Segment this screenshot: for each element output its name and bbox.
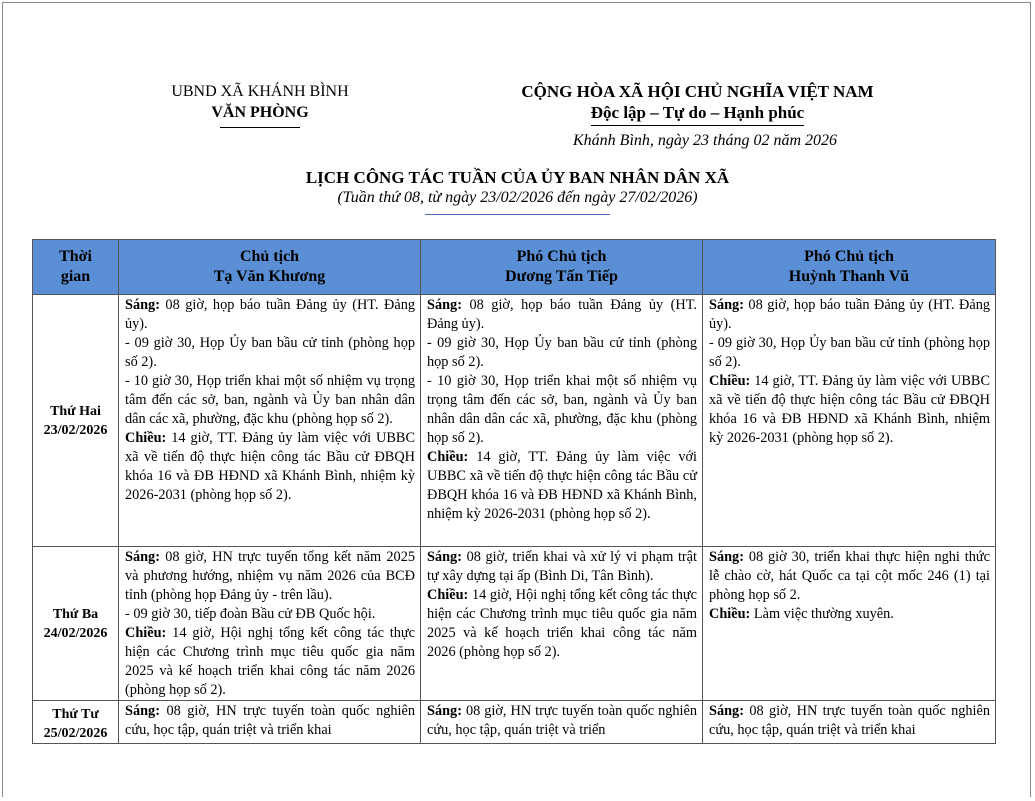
nation-motto: Độc lập – Tự do – Hạnh phúc (591, 102, 804, 126)
header-row (33, 240, 996, 295)
org-underline (220, 127, 300, 128)
day-cell: Thứ Hai 23/02/2026 (33, 295, 119, 547)
nation-name: CỘNG HÒA XÃ HỘI CHỦ NGHĨA VIỆT NAM (521, 82, 874, 101)
schedule-cell: Sáng: 08 giờ, họp báo tuần Đảng ủy (HT. Đảng ủy). - 09 giờ 30, Họp Ủy ban bầu cử tỉnh (phòng họp số 2). - 10 giờ 30, Họp triển khai một số nhiệm vụ trọng tâm đến các sở, ban, ngành và Ủy ban nhân dân dân các xã, phường, đặc khu (phòng họp số 2). Chiều: 14 giờ, TT. Đảng ủy làm việc với UBBC xã về tiến độ thực hiện công tác Bầu cử ĐBQH khóa 16 và ĐB HĐND xã Khánh Bình, nhiệm kỳ 2026-2031 (phòng họp số 2). (119, 295, 421, 547)
document-title: LỊCH CÔNG TÁC TUẦN CỦA ỦY BAN NHÂN DÂN XÃ (305, 168, 730, 187)
schedule-cell: Sáng: 08 giờ, HN trực tuyến toàn quốc nghiên cứu, học tập, quán triệt và triển khai (119, 701, 421, 744)
schedule-cell: Sáng: 08 giờ, triển khai và xử lý vi phạm trật tự xây dựng tại ấp (Bình Di, Tân Bình). Chiều: 14 giờ, Hội nghị tổng kết công tác thực hiện các Chương trình mục tiêu quốc gia năm 2025 và kế hoạch triển khai công tác năm 2026 (phòng họp số 2). (421, 547, 703, 701)
header-vice-chairman-1: Phó Chủ tịch Dương Tấn Tiếp (421, 240, 703, 295)
schedule-cell: Sáng: 08 giờ, HN trực tuyến tổng kết năm 2025 và phương hướng, nhiệm vụ năm 2026 của BCĐ tỉnh (phòng họp Đảng ủy - trên lầu). - 09 giờ 30, tiếp đoàn Bầu cử ĐB Quốc hội. Chiều: 14 giờ, Hội nghị tổng kết công tác thực hiện các Chương trình mục tiêu quốc gia năm 2025 và kế hoạch triển khai công tác năm 2026 (phòng họp số 2). (119, 547, 421, 701)
table-row (33, 295, 996, 547)
table-row (33, 547, 996, 701)
table-row (33, 701, 996, 744)
document-subtitle: (Tuần thứ 08, từ ngày 23/02/2026 đến ngày 27/02/2026) (337, 189, 698, 206)
document-date: Khánh Bình, ngày 23 tháng 02 năm 2026 (573, 132, 837, 149)
day-cell: Thứ Ba 24/02/2026 (33, 547, 119, 701)
schedule-table (32, 239, 996, 744)
header-vice-chairman-2: Phó Chủ tịch Huỳnh Thanh Vũ (703, 240, 996, 295)
schedule-cell: Sáng: 08 giờ, HN trực tuyến toàn quốc nghiên cứu, học tập, quán triệt và triển khai (703, 701, 996, 744)
subtitle-underline (425, 214, 610, 215)
schedule-cell: Sáng: 08 giờ, HN trực tuyến toàn quốc nghiên cứu, học tập, quán triệt và triển (421, 701, 703, 744)
day-cell: Thứ Tư 25/02/2026 (33, 701, 119, 744)
schedule-cell: Sáng: 08 giờ 30, triển khai thực hiện nghi thức lễ chào cờ, hát Quốc ca tại cột mốc 246 (1) tại phòng họp số 2. Chiều: Làm việc thường xuyên. (703, 547, 996, 701)
header-time: Thời gian (33, 240, 119, 295)
org-office: VĂN PHÒNG (211, 104, 309, 121)
org-header (110, 81, 410, 128)
schedule-cell: Sáng: 08 giờ, họp báo tuần Đảng ủy (HT. Đảng ủy). - 09 giờ 30, Họp Ủy ban bầu cử tỉnh (phòng họp số 2). - 10 giờ 30, Họp triển khai một số nhiệm vụ trọng tâm đến các sở, ban, ngành và Ủy ban nhân dân dân các xã, phường, đặc khu (phòng họp số 2). Chiều: 14 giờ, TT. Đảng ủy làm việc với UBBC xã về tiến độ thực hiện công tác Bầu cử ĐBQH khóa 16 và ĐB HĐND xã Khánh Bình, nhiệm kỳ 2026-2031 (phòng họp số 2). (421, 295, 703, 547)
header-chairman: Chủ tịch Tạ Văn Khương (119, 240, 421, 295)
national-header (470, 81, 925, 126)
schedule-cell: Sáng: 08 giờ, họp báo tuần Đảng ủy (HT. Đảng ủy). - 09 giờ 30, Họp Ủy ban bầu cử tỉnh (phòng họp số 2). Chiều: 14 giờ, TT. Đảng ủy làm việc với UBBC xã về tiến độ thực hiện công tác Bầu cử ĐBQH khóa 16 và ĐB HĐND xã Khánh Bình, nhiệm kỳ 2026-2031 (phòng họp số 2). (703, 295, 996, 547)
org-name: UBND XÃ KHÁNH BÌNH (171, 83, 349, 100)
